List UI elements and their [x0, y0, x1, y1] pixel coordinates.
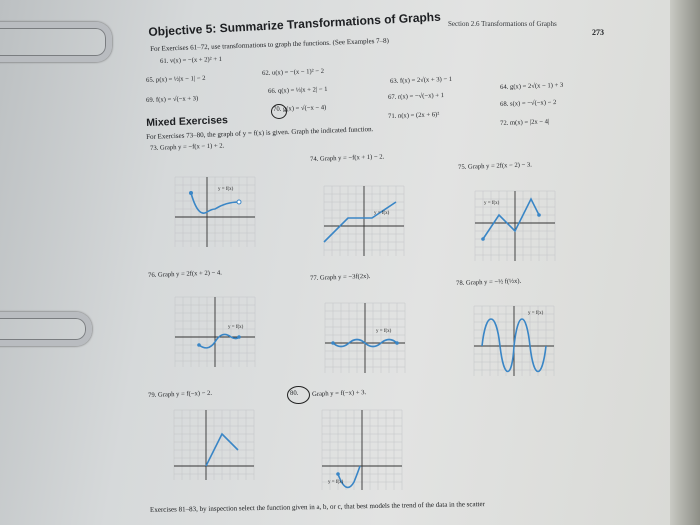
exercise-66: 66. q(x) = ⅓|x + 2| − 1 — [268, 85, 328, 95]
exercise-73: 73. Graph y = −f(x − 1) + 2. — [150, 142, 225, 152]
exercise-71: 71. n(x) = (2x + 6)² — [388, 111, 440, 120]
exercise-74: 74. Graph y = −f(x + 1) − 2. — [310, 153, 385, 163]
graph-label: y = f(x) — [484, 201, 500, 206]
graph-label: y = f(x) — [328, 480, 344, 485]
graph-79 — [168, 404, 260, 486]
endpoint — [189, 191, 193, 195]
exercise-80: Graph y = f(−x) + 3. — [312, 389, 367, 398]
mixed-title: Mixed Exercises — [146, 114, 229, 129]
exercise-72: 72. m(x) = |2x − 4| — [500, 118, 550, 127]
exercise-77: 77. Graph y = −3f(2x). — [310, 272, 371, 282]
open-endpoint — [237, 200, 241, 204]
graph-74 — [318, 180, 410, 262]
objective-title: Objective 5: Summarize Transformations of Graphs — [148, 9, 442, 39]
graph-73 — [170, 172, 260, 252]
grid — [175, 177, 255, 247]
footer-text: Exercises 81–83, by inspection select the function given in a, b, or c, that best models the trend of the data in the scatter — [149, 500, 485, 514]
section-header: Section 2.6 Transformations of Graphs — [448, 20, 557, 28]
endpoint — [197, 343, 201, 347]
endpoint — [481, 237, 485, 241]
exercise-67: 67. r(x) = −√(−x) + 1 — [388, 92, 445, 101]
endpoint — [395, 341, 399, 345]
graph-75 — [470, 186, 560, 266]
graph-label: y = f(x) — [376, 329, 392, 334]
graph-label: y = f(x) — [374, 211, 390, 216]
graph-label: y = f(x) — [528, 311, 544, 316]
graph-label: y = f(x) — [218, 187, 234, 192]
axes — [325, 303, 405, 373]
exercise-80-num: 80. — [290, 389, 299, 397]
graph-76 — [170, 292, 260, 372]
exercise-64: 64. g(x) = 2√(x − 1) + 3 — [500, 81, 564, 91]
axes — [175, 297, 255, 367]
mixed-instruction: For Exercises 73–80, the graph of y = f(x) is given. Graph the indicated function. — [146, 125, 374, 141]
endpoint — [237, 335, 241, 339]
graph-label: y = f(x) — [228, 325, 244, 330]
curve — [199, 334, 239, 347]
exercise-65: 65. p(x) = ½|x − 1| − 2 — [146, 74, 206, 84]
exercise-70: 70. g(x) = √(−x − 4) — [273, 104, 327, 113]
objective-instruction: For Exercises 61–72, use transformations to graph the functions. (See Examples 7–8) — [150, 36, 390, 53]
exercise-75: 75. Graph y = 2f(x − 2) − 3. — [458, 161, 532, 171]
graph-80 — [316, 404, 408, 494]
graph-78 — [468, 300, 560, 382]
graph-77 — [320, 298, 410, 378]
endpoint — [537, 213, 541, 217]
page-edge — [670, 0, 700, 525]
binder-ring-top — [0, 22, 112, 62]
binder-ring-bottom — [0, 312, 92, 346]
page-number: 273 — [592, 28, 604, 37]
axes — [324, 186, 404, 256]
exercise-79: 79. Graph y = f(−x) − 2. — [148, 389, 213, 399]
line — [324, 202, 396, 242]
exercise-69: 69. f(x) = √(−x + 3) — [146, 95, 199, 104]
exercise-76: 76. Graph y = 2f(x + 2) − 4. — [148, 269, 222, 279]
exercise-78: 78. Graph y = −½ f(½x). — [456, 277, 522, 287]
exercise-68: 68. s(x) = −√(−x) − 2 — [500, 99, 557, 108]
endpoint — [331, 341, 335, 345]
exercise-62: 62. u(x) = −(x − 1)² − 2 — [262, 67, 325, 77]
endpoint — [336, 472, 340, 476]
exercise-63: 63. f(x) = 2√(x + 3) − 1 — [390, 75, 453, 85]
exercise-61: 61. v(x) = −(x + 2)² + 1 — [160, 55, 223, 65]
